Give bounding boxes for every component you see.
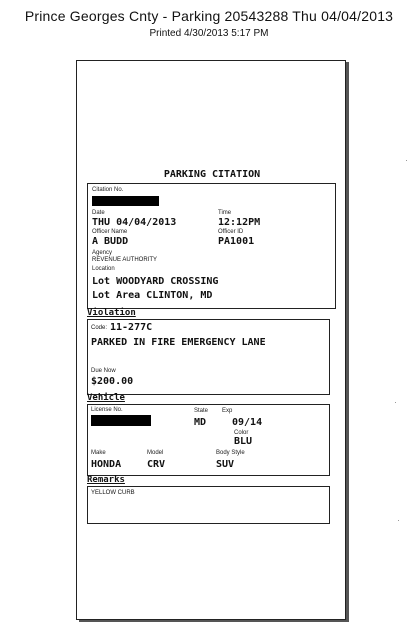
time-value: 12:12PM: [218, 217, 261, 228]
model-value: CRV: [147, 459, 166, 470]
printed-timestamp: Printed 4/30/2013 5:17 PM: [149, 28, 269, 39]
officer-id-label: Officer ID: [218, 229, 244, 235]
location-label: Location: [92, 266, 115, 272]
vehicle-box: [87, 404, 330, 476]
violation-description: PARKED IN FIRE EMERGENCY LANE: [91, 337, 266, 348]
page-header-title: Prince Georges Cnty - Parking 20543288 Thu 04/04/2013: [24, 8, 394, 24]
citation-receipt: [76, 60, 346, 620]
citation-no-label: Citation No.: [92, 187, 124, 193]
exp-value: 09/14: [232, 417, 263, 428]
remarks-section-title: Remarks: [87, 475, 125, 485]
agency-label: Agency: [92, 250, 113, 256]
vehicle-section-title: Vehicle: [87, 393, 125, 403]
violation-box: [87, 319, 330, 395]
agency-value: REVENUE AUTHORITY: [92, 257, 158, 263]
officer-name-value: A BUDD: [92, 236, 129, 247]
violation-code-value: 11-277C: [110, 322, 153, 333]
time-label: Time: [218, 210, 232, 216]
officer-id-value: PA1001: [218, 236, 255, 247]
license-no-label: License No.: [91, 407, 123, 413]
citation-title: PARKING CITATION: [163, 169, 261, 180]
scan-speck: [395, 402, 396, 403]
body-style-value: SUV: [216, 459, 235, 470]
citation-info-box: [87, 183, 336, 309]
date-label: Date: [92, 210, 105, 216]
due-now-label: Due Now: [91, 368, 116, 374]
body-style-label: Body Style: [216, 450, 245, 456]
violation-section-title: Violation: [87, 308, 136, 318]
make-label: Make: [91, 450, 106, 456]
color-label: Color: [234, 430, 249, 436]
due-now-value: $200.00: [91, 376, 134, 387]
color-value: BLU: [234, 436, 253, 447]
scan-speck: [398, 520, 399, 521]
location-line1: Lot WOODYARD CROSSING: [92, 276, 219, 287]
remarks-text: YELLOW CURB: [91, 490, 135, 496]
date-value: THU 04/04/2013: [92, 217, 177, 228]
scan-speck: [406, 160, 407, 161]
violation-code-label: Code:: [91, 325, 108, 331]
model-label: Model: [147, 450, 164, 456]
exp-label: Exp: [222, 408, 233, 414]
license-no-redacted: [91, 415, 151, 426]
state-label: State: [194, 408, 209, 414]
state-value: MD: [194, 417, 207, 428]
officer-name-label: Officer Name: [92, 229, 128, 235]
remarks-box: [87, 486, 330, 524]
make-value: HONDA: [91, 459, 122, 470]
citation-no-redacted: [92, 196, 159, 206]
location-line2: Lot Area CLINTON, MD: [92, 290, 213, 301]
